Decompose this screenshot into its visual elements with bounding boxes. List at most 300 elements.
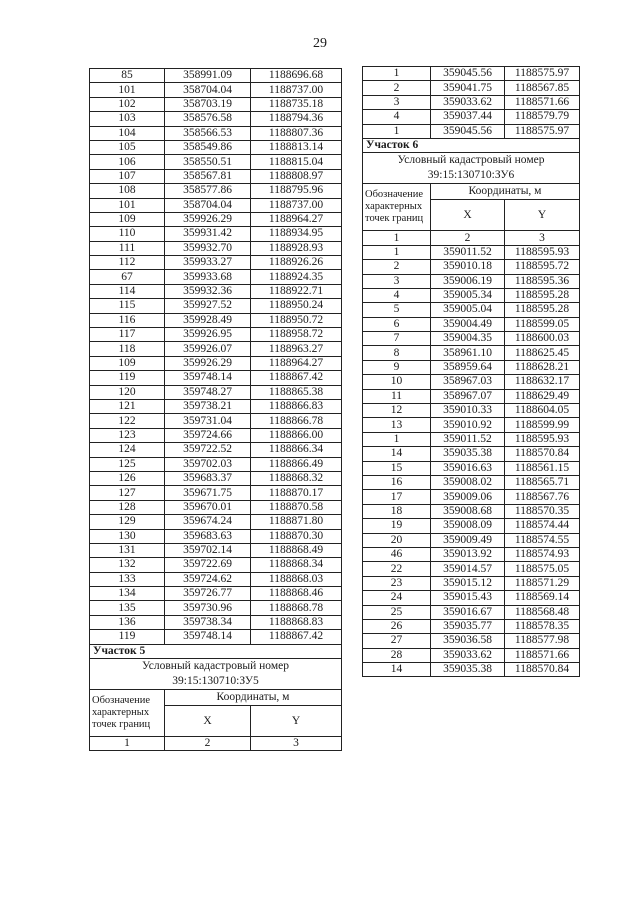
header-label-line1: Обозначение xyxy=(365,189,424,201)
point-number: 134 xyxy=(90,587,165,601)
point-number: 132 xyxy=(90,558,165,572)
point-number: 18 xyxy=(363,504,431,518)
point-number: 124 xyxy=(90,443,165,457)
coord-x: 358567.81 xyxy=(165,169,251,183)
point-number: 115 xyxy=(90,299,165,313)
point-number: 46 xyxy=(363,547,431,561)
y-header: Y xyxy=(251,706,342,737)
coord-y: 1188868.03 xyxy=(251,572,342,586)
coord-y: 1188570.84 xyxy=(505,447,580,461)
coord-y: 1188813.14 xyxy=(251,140,342,154)
table-row xyxy=(90,69,342,83)
coord-x: 359035.77 xyxy=(431,619,505,633)
coord-x: 359738.21 xyxy=(165,399,251,413)
coord-y: 1188964.27 xyxy=(251,356,342,370)
coord-y: 1188574.44 xyxy=(505,519,580,533)
coord-x: 359041.75 xyxy=(431,81,505,95)
coord-y: 1188963.27 xyxy=(251,342,342,356)
coord-x: 359015.12 xyxy=(431,576,505,590)
column-number-2: 2 xyxy=(431,231,505,245)
coord-y: 1188795.96 xyxy=(251,184,342,198)
coord-x: 359726.77 xyxy=(165,587,251,601)
coord-x: 359008.68 xyxy=(431,504,505,518)
coord-x: 359748.14 xyxy=(165,630,251,644)
table-row xyxy=(363,418,580,432)
point-number: 112 xyxy=(90,256,165,270)
header-row xyxy=(90,690,342,706)
point-number: 27 xyxy=(363,634,431,648)
point-number: 11 xyxy=(363,389,431,403)
coord-x: 359933.27 xyxy=(165,256,251,270)
point-number: 1 xyxy=(363,67,431,81)
coord-y: 1188934.95 xyxy=(251,227,342,241)
point-number: 28 xyxy=(363,648,431,662)
coord-x: 359928.49 xyxy=(165,313,251,327)
coord-y: 1188574.55 xyxy=(505,533,580,547)
coord-x: 359011.52 xyxy=(431,245,505,259)
point-number: 131 xyxy=(90,543,165,557)
point-number: 26 xyxy=(363,619,431,633)
table-row xyxy=(90,630,342,644)
point-number: 1 xyxy=(363,432,431,446)
caption-row xyxy=(363,153,580,184)
coord-x: 359013.92 xyxy=(431,547,505,561)
point-number: 102 xyxy=(90,97,165,111)
coord-y: 1188595.93 xyxy=(505,432,580,446)
table-row xyxy=(363,490,580,504)
point-number: 19 xyxy=(363,519,431,533)
y-header: Y xyxy=(505,200,580,231)
coord-y: 1188625.45 xyxy=(505,346,580,360)
coord-x: 359010.92 xyxy=(431,418,505,432)
table-row xyxy=(363,663,580,677)
column-number-3: 3 xyxy=(505,231,580,245)
table-row xyxy=(363,648,580,662)
header-label-line2: характерных xyxy=(365,201,423,213)
cadastral-number: 39:15:130710:ЗУ5 xyxy=(172,675,259,688)
point-number: 135 xyxy=(90,601,165,615)
coord-y: 1188870.58 xyxy=(251,500,342,514)
coord-x: 359045.56 xyxy=(431,67,505,81)
coord-x: 358991.09 xyxy=(165,69,251,83)
cadastral-caption-label: Условный кадастровый номер xyxy=(142,660,289,673)
coord-y: 1188958.72 xyxy=(251,328,342,342)
table-row xyxy=(90,428,342,442)
x-header: X xyxy=(431,200,505,231)
table-row xyxy=(363,67,580,81)
coord-y: 1188567.85 xyxy=(505,81,580,95)
coord-y: 1188575.97 xyxy=(505,124,580,138)
point-number: 106 xyxy=(90,155,165,169)
coord-y: 1188599.05 xyxy=(505,317,580,331)
point-number: 133 xyxy=(90,572,165,586)
coord-x: 359927.52 xyxy=(165,299,251,313)
coord-y: 1188561.15 xyxy=(505,461,580,475)
table-row xyxy=(363,562,580,576)
table-row xyxy=(363,346,580,360)
coord-x: 359035.38 xyxy=(431,663,505,677)
coord-x: 359037.44 xyxy=(431,110,505,124)
coord-y: 1188866.78 xyxy=(251,414,342,428)
coord-y: 1188595.72 xyxy=(505,260,580,274)
table-row xyxy=(90,227,342,241)
point-number: 5 xyxy=(363,303,431,317)
coord-y: 1188595.28 xyxy=(505,288,580,302)
header-row xyxy=(363,184,580,200)
coord-y: 1188574.93 xyxy=(505,547,580,561)
table-row xyxy=(90,313,342,327)
point-number: 108 xyxy=(90,184,165,198)
coord-x: 359671.75 xyxy=(165,486,251,500)
point-number: 20 xyxy=(363,533,431,547)
coord-y: 1188964.27 xyxy=(251,212,342,226)
table-row xyxy=(90,471,342,485)
column-number-3: 3 xyxy=(251,737,342,751)
point-number: 14 xyxy=(363,663,431,677)
table-row xyxy=(363,519,580,533)
point-number: 119 xyxy=(90,630,165,644)
column-number-1: 1 xyxy=(363,231,431,245)
point-number: 23 xyxy=(363,576,431,590)
cadastral-caption xyxy=(363,153,580,184)
coord-y: 1188870.30 xyxy=(251,529,342,543)
coord-x: 359015.43 xyxy=(431,591,505,605)
point-number: 101 xyxy=(90,83,165,97)
table-row xyxy=(363,634,580,648)
point-number: 120 xyxy=(90,385,165,399)
coord-y: 1188950.24 xyxy=(251,299,342,313)
point-number: 101 xyxy=(90,198,165,212)
coord-y: 1188868.46 xyxy=(251,587,342,601)
header-label-line3: точек границ xyxy=(365,213,424,225)
point-number: 3 xyxy=(363,95,431,109)
point-number: 126 xyxy=(90,471,165,485)
coord-x: 359702.03 xyxy=(165,457,251,471)
table-row xyxy=(363,447,580,461)
coord-y: 1188868.78 xyxy=(251,601,342,615)
point-number: 2 xyxy=(363,260,431,274)
coord-y: 1188575.05 xyxy=(505,562,580,576)
column-numbering-row xyxy=(90,737,342,751)
coord-x: 359731.04 xyxy=(165,414,251,428)
coords-header: Координаты, м xyxy=(165,690,342,706)
table-row xyxy=(90,241,342,255)
table-row xyxy=(90,558,342,572)
table-row xyxy=(363,317,580,331)
table-row xyxy=(90,414,342,428)
coordinates-table-left xyxy=(89,68,342,751)
point-number: 103 xyxy=(90,112,165,126)
coordinates-table-right xyxy=(362,66,580,677)
table-row xyxy=(363,432,580,446)
coord-y: 1188571.66 xyxy=(505,648,580,662)
table-row xyxy=(90,356,342,370)
table-row xyxy=(363,591,580,605)
point-number: 15 xyxy=(363,461,431,475)
point-number: 104 xyxy=(90,126,165,140)
point-number: 107 xyxy=(90,169,165,183)
point-number: 130 xyxy=(90,529,165,543)
point-number: 6 xyxy=(363,317,431,331)
coord-y: 1188868.49 xyxy=(251,543,342,557)
table-row xyxy=(363,95,580,109)
table-row xyxy=(363,274,580,288)
coord-x: 359724.66 xyxy=(165,428,251,442)
coord-x: 359702.14 xyxy=(165,543,251,557)
coord-y: 1188737.00 xyxy=(251,198,342,212)
column-numbering-row xyxy=(363,231,580,245)
coord-x: 359004.35 xyxy=(431,332,505,346)
coord-y: 1188866.34 xyxy=(251,443,342,457)
coord-y: 1188604.05 xyxy=(505,404,580,418)
caption-row xyxy=(90,659,342,690)
coord-x: 359005.04 xyxy=(431,303,505,317)
point-number: 12 xyxy=(363,404,431,418)
section-title-row xyxy=(363,138,580,152)
table-row xyxy=(363,375,580,389)
coord-x: 358576.58 xyxy=(165,112,251,126)
point-number: 22 xyxy=(363,562,431,576)
column-number-1: 1 xyxy=(90,737,165,751)
coord-y: 1188595.28 xyxy=(505,303,580,317)
coord-x: 359674.24 xyxy=(165,515,251,529)
table-row xyxy=(363,619,580,633)
table-row xyxy=(90,615,342,629)
coord-y: 1188599.99 xyxy=(505,418,580,432)
coord-y: 1188867.42 xyxy=(251,630,342,644)
coord-x: 359932.70 xyxy=(165,241,251,255)
coord-y: 1188575.97 xyxy=(505,67,580,81)
coord-x: 359010.18 xyxy=(431,260,505,274)
table-row xyxy=(90,126,342,140)
coord-x: 359014.57 xyxy=(431,562,505,576)
coord-x: 359045.56 xyxy=(431,124,505,138)
coord-y: 1188571.29 xyxy=(505,576,580,590)
point-number: 13 xyxy=(363,418,431,432)
coord-x: 358961.10 xyxy=(431,346,505,360)
coord-x: 359010.33 xyxy=(431,404,505,418)
point-number: 10 xyxy=(363,375,431,389)
table-row xyxy=(363,547,580,561)
table-row xyxy=(363,475,580,489)
point-number: 111 xyxy=(90,241,165,255)
coord-x: 358703.19 xyxy=(165,97,251,111)
coord-y: 1188815.04 xyxy=(251,155,342,169)
point-number: 109 xyxy=(90,356,165,370)
table-row xyxy=(90,97,342,111)
table-row xyxy=(90,342,342,356)
coord-x: 359036.58 xyxy=(431,634,505,648)
coord-x: 359730.96 xyxy=(165,601,251,615)
table-row xyxy=(90,572,342,586)
coord-y: 1188579.79 xyxy=(505,110,580,124)
table-row xyxy=(363,81,580,95)
coord-x: 359931.42 xyxy=(165,227,251,241)
point-number: 4 xyxy=(363,288,431,302)
coord-y: 1188632.17 xyxy=(505,375,580,389)
table-row xyxy=(363,245,580,259)
point-number: 119 xyxy=(90,371,165,385)
table-row xyxy=(90,587,342,601)
point-number: 127 xyxy=(90,486,165,500)
coord-x: 358550.51 xyxy=(165,155,251,169)
point-number: 4 xyxy=(363,110,431,124)
table-row xyxy=(90,328,342,342)
table-row xyxy=(90,299,342,313)
coord-x: 359670.01 xyxy=(165,500,251,514)
coord-x: 358577.86 xyxy=(165,184,251,198)
table-row xyxy=(363,389,580,403)
table-row xyxy=(90,155,342,169)
table-row xyxy=(90,543,342,557)
coord-x: 358566.53 xyxy=(165,126,251,140)
coord-y: 1188950.72 xyxy=(251,313,342,327)
section-6 xyxy=(363,138,580,245)
point-number: 109 xyxy=(90,212,165,226)
table-row xyxy=(363,461,580,475)
table-row xyxy=(90,500,342,514)
point-label-header xyxy=(90,690,165,737)
coord-x: 359016.67 xyxy=(431,605,505,619)
coord-y: 1188628.21 xyxy=(505,360,580,374)
point-number: 114 xyxy=(90,284,165,298)
table-row xyxy=(90,385,342,399)
point-number: 1 xyxy=(363,245,431,259)
coord-y: 1188565.71 xyxy=(505,475,580,489)
coord-x: 359683.63 xyxy=(165,529,251,543)
coord-x: 359009.49 xyxy=(431,533,505,547)
table-row xyxy=(363,605,580,619)
table-row xyxy=(90,284,342,298)
coord-y: 1188577.98 xyxy=(505,634,580,648)
table-row xyxy=(363,260,580,274)
coord-x: 359005.34 xyxy=(431,288,505,302)
coord-y: 1188866.83 xyxy=(251,399,342,413)
coord-y: 1188794.36 xyxy=(251,112,342,126)
coord-y: 1188629.49 xyxy=(505,389,580,403)
table-row xyxy=(90,529,342,543)
coord-x: 359011.52 xyxy=(431,432,505,446)
coord-y: 1188568.48 xyxy=(505,605,580,619)
point-number: 14 xyxy=(363,447,431,461)
table-row xyxy=(90,515,342,529)
table-row xyxy=(90,371,342,385)
cadastral-number: 39:15:130710:ЗУ6 xyxy=(427,169,515,182)
point-number: 105 xyxy=(90,140,165,154)
point-number: 118 xyxy=(90,342,165,356)
coord-y: 1188922.71 xyxy=(251,284,342,298)
point-number: 2 xyxy=(363,81,431,95)
coord-y: 1188868.32 xyxy=(251,471,342,485)
coord-x: 359008.02 xyxy=(431,475,505,489)
coord-x: 358549.86 xyxy=(165,140,251,154)
coord-x: 359008.09 xyxy=(431,519,505,533)
coord-x: 359926.07 xyxy=(165,342,251,356)
point-number: 8 xyxy=(363,346,431,360)
coord-x: 358704.04 xyxy=(165,198,251,212)
coord-x: 358967.07 xyxy=(431,389,505,403)
table-row xyxy=(363,404,580,418)
table-row xyxy=(90,212,342,226)
coord-y: 1188865.38 xyxy=(251,385,342,399)
cadastral-caption-label: Условный кадастровый номер xyxy=(397,154,545,167)
point-number: 136 xyxy=(90,615,165,629)
point-number: 129 xyxy=(90,515,165,529)
table-row xyxy=(363,504,580,518)
table-row xyxy=(363,360,580,374)
coord-x: 358959.64 xyxy=(431,360,505,374)
cadastral-caption xyxy=(90,659,342,690)
coord-x: 359724.62 xyxy=(165,572,251,586)
point-number: 128 xyxy=(90,500,165,514)
coord-x: 359033.62 xyxy=(431,648,505,662)
coord-x: 358967.03 xyxy=(431,375,505,389)
table-row xyxy=(363,110,580,124)
point-number: 16 xyxy=(363,475,431,489)
coord-x: 359722.52 xyxy=(165,443,251,457)
point-number: 117 xyxy=(90,328,165,342)
coord-y: 1188570.84 xyxy=(505,663,580,677)
table-row xyxy=(90,399,342,413)
coord-y: 1188735.18 xyxy=(251,97,342,111)
right-table-body xyxy=(363,245,580,677)
point-number: 125 xyxy=(90,457,165,471)
coord-x: 359738.34 xyxy=(165,615,251,629)
coord-x: 359926.29 xyxy=(165,212,251,226)
table-row xyxy=(90,83,342,97)
coord-x: 359004.49 xyxy=(431,317,505,331)
coord-x: 358704.04 xyxy=(165,83,251,97)
table-row xyxy=(363,124,580,138)
left-table-body xyxy=(90,69,342,645)
coord-y: 1188571.66 xyxy=(505,95,580,109)
table-row xyxy=(363,576,580,590)
point-number: 122 xyxy=(90,414,165,428)
point-number: 121 xyxy=(90,399,165,413)
coord-x: 359035.38 xyxy=(431,447,505,461)
coord-x: 359933.68 xyxy=(165,270,251,284)
point-number: 24 xyxy=(363,591,431,605)
coord-y: 1188924.35 xyxy=(251,270,342,284)
coord-y: 1188867.42 xyxy=(251,371,342,385)
coord-y: 1188868.83 xyxy=(251,615,342,629)
coord-y: 1188569.14 xyxy=(505,591,580,605)
coord-y: 1188595.36 xyxy=(505,274,580,288)
point-number: 123 xyxy=(90,428,165,442)
page-number: 29 xyxy=(313,36,327,51)
point-number: 7 xyxy=(363,332,431,346)
table-row xyxy=(90,140,342,154)
coord-x: 359006.19 xyxy=(431,274,505,288)
coord-y: 1188567.76 xyxy=(505,490,580,504)
point-number: 67 xyxy=(90,270,165,284)
table-row xyxy=(363,332,580,346)
coord-x: 359748.27 xyxy=(165,385,251,399)
point-number: 3 xyxy=(363,274,431,288)
section-title: Участок 6 xyxy=(363,138,580,152)
table-row xyxy=(90,457,342,471)
point-number: 17 xyxy=(363,490,431,504)
point-number: 110 xyxy=(90,227,165,241)
header-label-line3: точек границ xyxy=(92,719,151,731)
table-row xyxy=(90,256,342,270)
header-label-line1: Обозначение xyxy=(92,695,151,707)
table-row xyxy=(363,533,580,547)
coord-y: 1188926.26 xyxy=(251,256,342,270)
x-header: X xyxy=(165,706,251,737)
section-title-row xyxy=(90,644,342,658)
coord-x: 359683.37 xyxy=(165,471,251,485)
